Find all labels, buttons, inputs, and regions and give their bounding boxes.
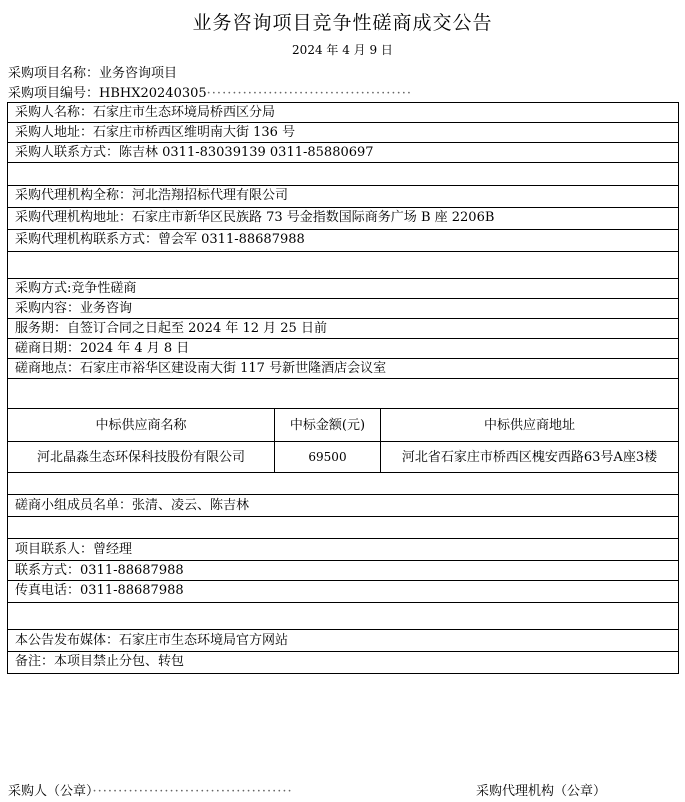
supplier-name: 河北晶淼生态环保科技股份有限公司 [36,449,245,465]
panel-members: 磋商小组成员名单：张清、凌云、陈吉林 [8,495,678,517]
announcement-table [7,102,679,674]
procurement-method: 采购方式:竞争性磋商 [8,279,678,299]
dotted-leader: ········································ [206,86,412,101]
negotiation-place: 磋商地点：石家庄市裕华区建设南大街 117 号新世隆酒店会议室 [8,359,678,379]
publish-date: 2024 年 4 月 9 日 [292,43,393,57]
header-amount: 中标金额(元) [274,409,380,441]
project-name: 采购项目名称：业务咨询项目 [8,66,178,81]
blank-row [8,603,678,630]
service-period: 服务期：自签订合同之日起至 2024 年 12 月 25 日前 [8,319,678,339]
blank-row [8,163,678,186]
winner-table-header [8,409,678,442]
purchaser-seal-line [8,780,293,799]
project-number-line [8,82,412,101]
blank-row [8,379,678,409]
contact-phone: 联系方式：0311-88687988 [8,561,678,581]
blank-row [8,517,678,539]
header-supplier-name: 中标供应商名称 [95,417,187,433]
procurement-content: 采购内容：业务咨询 [8,299,678,319]
purchaser-seal-label: 采购人（公章） [8,784,93,799]
publish-media: 本公告发布媒体：石家庄市生态环境局官方网站 [8,630,678,652]
purchaser-address: 采购人地址：石家庄市桥西区维明南大街 136 号 [8,123,678,143]
header-supplier-address: 中标供应商地址 [380,409,678,441]
winner-table-row [8,442,678,473]
remark: 备注：本项目禁止分包、转包 [15,654,185,669]
project-number: HBHX20240305 [99,86,207,101]
blank-row [8,473,678,495]
supplier-address: 河北省石家庄市桥西区槐安西路63号A座3楼 [380,442,678,472]
agency-contact: 采购代理机构联系方式：曾会军 0311-88687988 [8,230,678,252]
negotiation-date: 磋商日期：2024 年 4 月 8 日 [8,339,678,359]
agency-seal-label: 采购代理机构（公章） [476,784,607,799]
purchaser-contact: 采购人联系方式：陈吉林 0311-83039139 0311-85880697 [8,143,678,163]
purchaser-name: 采购人名称：石家庄市生态环境局桥西区分局 [8,103,678,123]
winning-amount: 69500 [274,442,380,472]
agency-name: 采购代理机构全称：河北浩翔招标代理有限公司 [8,186,678,208]
fax-number: 传真电话：0311-88687988 [8,581,678,603]
project-number-label: 采购项目编号： [8,86,100,101]
blank-row [8,252,678,279]
agency-address: 采购代理机构地址：石家庄市新华区民族路 73 号金指数国际商务广场 B 座 2206B [8,208,678,230]
project-contact: 项目联系人：曾经理 [8,539,678,561]
dotted-leader: ······································· [92,784,293,799]
page-title: 业务咨询项目竞争性磋商成交公告 [192,12,493,34]
